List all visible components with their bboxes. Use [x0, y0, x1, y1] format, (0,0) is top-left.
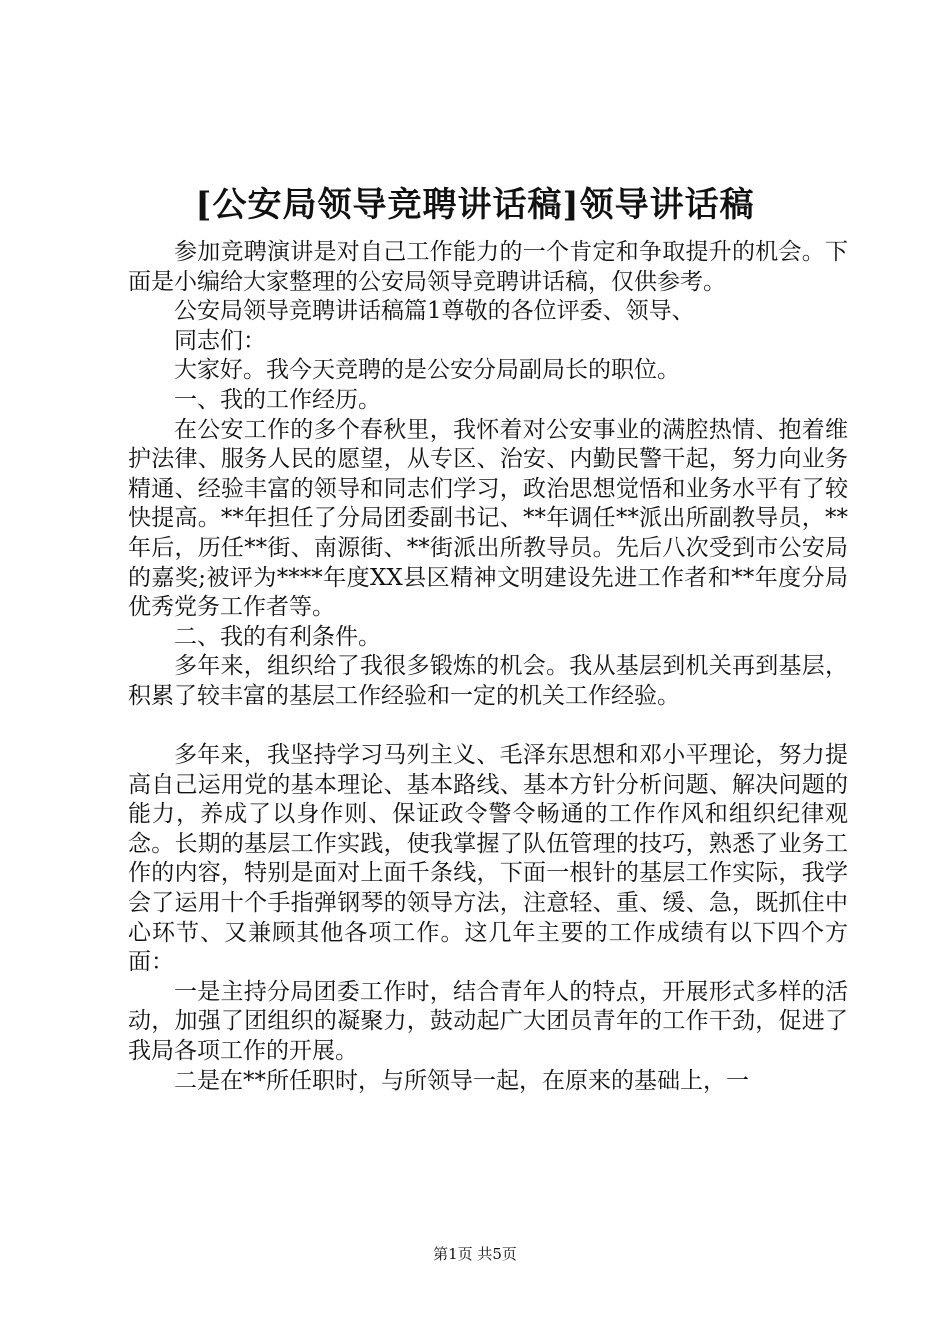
- document-title: [公安局领导竞聘讲话稿]领导讲话稿: [195, 185, 755, 225]
- page-footer: 第1页 共5页: [433, 1245, 517, 1263]
- section-heading: 一、我的工作经历。: [174, 386, 381, 413]
- paragraph: 多年来，我坚持学习马列主义、毛泽东思想和邓小平理论，努力提高自己运用党的基本理论、基本路线、基本方针分析问题、解决问题的能力，养成了以身作则、保证政令警令畅通的工作作风和组织纪律观念。长期的基层工作实践，使我掌握了队伍管理的技巧，熟悉了业务工作的内容，特别是面对上面千条线，下面一根针的基层工作实际，我学会了运用十个手指弹钢琴的领导方法，注意轻、重、缓、急，既抓住中心环节、又兼顾其他各项工作。这几年主要的工作成绩有以下四个方面：: [128, 742, 848, 976]
- paragraph: 一是主持分局团委工作时，结合青年人的特点，开展形式多样的活动，加强了团组织的凝聚力，鼓动起广大团员青年的工作干劲，促进了我局各项工作的开展。: [128, 978, 848, 1065]
- paragraph: 在公安工作的多个春秋里，我怀着对公安事业的满腔热情、抱着维护法律、服务人民的愿望，从专区、治安、内勤民警干起，努力向业务精通、经验丰富的领导和同志们学习，政治思想觉悟和业务水平有了较快提高。**年担任了分局团委副书记、**年调任**派出所副教导员，**年后，历任**街、南源街、**街派出所教导员。先后八次受到市公安局的嘉奖;被评为****年度XX县区精神文明建设先进工作者和**年度分局优秀党务工作者等。: [128, 416, 848, 621]
- section-heading: 二、我的有利条件。: [174, 623, 381, 650]
- paragraph: 同志们：: [174, 327, 266, 354]
- paragraph: 公安局领导竞聘讲话稿篇1尊敬的各位评委、领导、: [174, 298, 695, 325]
- paragraph: 多年来，组织给了我很多锻炼的机会。我从基层到机关再到基层，积累了较丰富的基层工作经验和一定的机关工作经验。: [128, 653, 848, 709]
- paragraph: 大家好。我今天竞聘的是公安分局副局长的职位。: [174, 357, 680, 384]
- paragraph: 二是在**所任职时，与所领导一起，在原来的基础上，一: [174, 1067, 749, 1094]
- paragraph: 参加竞聘演讲是对自己工作能力的一个肯定和争取提升的机会。下面是小编给大家整理的公安局领导竞聘讲话稿，仅供参考。: [128, 239, 848, 295]
- document-body: [128, 238, 848, 1096]
